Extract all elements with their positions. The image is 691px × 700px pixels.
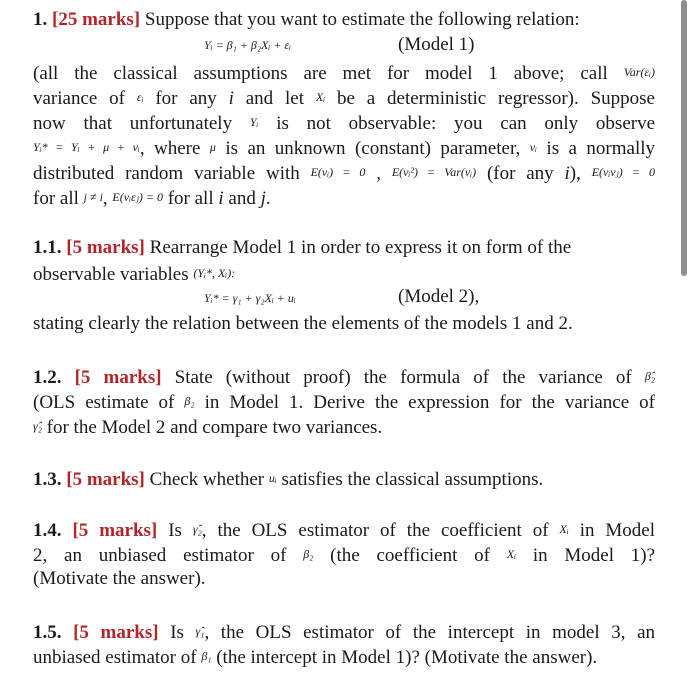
x-term: Xᵢ [315, 90, 326, 104]
q1-text-1: Suppose that you want to estimate the following relation: [140, 9, 580, 30]
q1-text-3d: be a deterministic regressor). Suppose [336, 88, 655, 109]
q14-text-2b: (the coefficient of [330, 545, 490, 566]
q14-line-3: (Motivate the answer). [33, 568, 206, 589]
beta2-hat: β̂₂ [644, 369, 656, 383]
q1-text-7a: for all [33, 188, 79, 209]
y-term: Yᵢ [249, 115, 259, 129]
q12-text-3: for the Model 2 and compare two variances. [46, 417, 383, 438]
q1-text-5b: is an unknown (constant) parameter, [225, 138, 521, 159]
q13-text-1a: Check whether [144, 469, 265, 490]
q11-text-1: Rearrange Model 1 in order to express it on form of the [144, 237, 572, 258]
model-2-label: (Model 2), [398, 286, 480, 307]
q1-marks: [25 marks] [52, 9, 141, 30]
gamma1-hat: γ̂₁ [195, 624, 205, 638]
q14-number: 1.4. [33, 520, 62, 541]
model-2-equation: Yᵢ* = γ₁ + γ₂Xᵢ + uᵢ [204, 291, 296, 305]
q1-text-3c: and let [245, 88, 305, 109]
index-i-2: i [564, 163, 570, 184]
comma-1: , [376, 163, 381, 184]
q12-number: 1.2. [33, 367, 62, 388]
q12-marks: [5 marks] [74, 367, 162, 388]
q1-text-7b: for all [167, 188, 214, 209]
observable-vars: (Yᵢ*, Xᵢ): [193, 266, 236, 280]
q1-text-5a: , where [139, 138, 201, 159]
q1-line-7 [33, 185, 271, 211]
q12-line-1 [33, 364, 655, 390]
q1-line-5 [33, 135, 655, 161]
ystar-equation: Yᵢ* = Yᵢ + μ + vᵢ [33, 140, 140, 154]
q1-line-1 [33, 8, 580, 32]
ev2-term: E(vᵢ²) = Var(vᵢ) [391, 165, 477, 179]
q13-number: 1.3. [33, 469, 62, 490]
q14-text-1a: Is [168, 520, 182, 541]
q11-number: 1.1. [33, 237, 62, 258]
beta2: β₂ [184, 394, 195, 408]
q14-text-2a: 2, an unbiased estimator of [33, 545, 287, 566]
q1-text-7c: and [228, 188, 256, 209]
vertical-scrollbar[interactable] [681, 0, 687, 276]
q12-line-2 [33, 389, 655, 415]
u-term: uᵢ [268, 471, 277, 485]
x-term-3: Xᵢ [506, 547, 517, 561]
q1-text-3a: variance of [33, 88, 126, 109]
evv-term: E(vᵢvⱼ) = 0 [591, 165, 655, 179]
q14-text-1b: , the OLS estimator of the coefficient of [201, 520, 549, 541]
gamma2-hat: γ̂₂ [33, 419, 42, 433]
q15-text-1b: , the OLS estimator of the intercept in model 3, an [204, 622, 656, 643]
q1-line-4 [33, 110, 655, 136]
q1-number: 1. [33, 9, 48, 30]
model-1-equation: Yᵢ = β₁ + β₂Xᵢ + εᵢ [204, 38, 292, 52]
q11-text-2: observable variables [33, 264, 189, 285]
q11-line-3: stating clearly the relation between the elements of the models 1 and 2. [33, 313, 573, 334]
period-1: . [265, 188, 271, 209]
q14-line-2 [33, 542, 655, 568]
q11-line-2 [33, 261, 235, 287]
ev-term: E(vᵢ) = 0 [310, 165, 366, 179]
q15-line-1 [33, 619, 655, 645]
q1-text-6c: ), [569, 163, 581, 184]
q15-text-2a: unbiased estimator of [33, 647, 197, 668]
q15-text-2b: (the intercept in Model 1)? (Motivate the answer). [216, 647, 598, 668]
mu-term: μ [209, 140, 216, 154]
j-neq-i: j ≠ i [83, 190, 103, 204]
gamma2-hat-2: γ̂₂ [192, 522, 202, 536]
q1-text-6b: (for any [486, 163, 554, 184]
q1-text-4a: now that unfortunately [33, 113, 233, 134]
x-term-2: Xᵢ [559, 522, 569, 536]
q12-text-2a: (OLS estimate of [33, 392, 175, 413]
q1-text-5c: is a normally [546, 138, 655, 159]
q1-line-3 [33, 85, 655, 111]
q11-marks: [5 marks] [66, 237, 145, 258]
beta2-2: β₂ [303, 547, 314, 561]
index-i: i [228, 88, 234, 109]
q12-text-1: State (without proof) the formula of the variance of [174, 367, 632, 388]
q13-line-1 [33, 466, 543, 492]
q11-line-1 [33, 236, 571, 260]
q13-text-1b: satisfies the classical assumptions. [281, 469, 544, 490]
v-term: vᵢ [529, 140, 537, 154]
q14-marks: [5 marks] [72, 520, 158, 541]
q12-text-2b: in Model 1. Derive the expression for the variance of [204, 392, 656, 413]
q13-marks: [5 marks] [66, 469, 145, 490]
q1-text-6a: distributed random variable with [33, 163, 300, 184]
q14-text-2c: in Model 1)? [532, 545, 656, 566]
q14-text-1c: in Model [579, 520, 656, 541]
eve-term: E(vᵢεⱼ) = 0 [112, 190, 163, 204]
q15-line-2 [33, 644, 597, 670]
model-1-label: (Model 1) [398, 34, 475, 55]
q14-line-1 [33, 517, 655, 543]
comma-2: , [102, 188, 108, 209]
index-j: j [260, 188, 266, 209]
q1-text-4b: is not observable: you can only observe [276, 113, 656, 134]
eps-term: εᵢ [136, 90, 144, 104]
q1-line-6 [33, 160, 655, 186]
beta1: β₁ [201, 649, 212, 663]
q15-text-1a: Is [170, 622, 184, 643]
q12-line-3 [33, 414, 382, 440]
q1-text-3b: for any [155, 88, 217, 109]
var-eps-term: Var(εᵢ) [623, 65, 655, 79]
q15-marks: [5 marks] [73, 622, 159, 643]
q15-number: 1.5. [33, 622, 62, 643]
index-i-3: i [218, 188, 224, 209]
q1-text-2: (all the classical assumptions are met for model 1 above; call [33, 63, 608, 84]
q1-line-2 [33, 60, 655, 86]
